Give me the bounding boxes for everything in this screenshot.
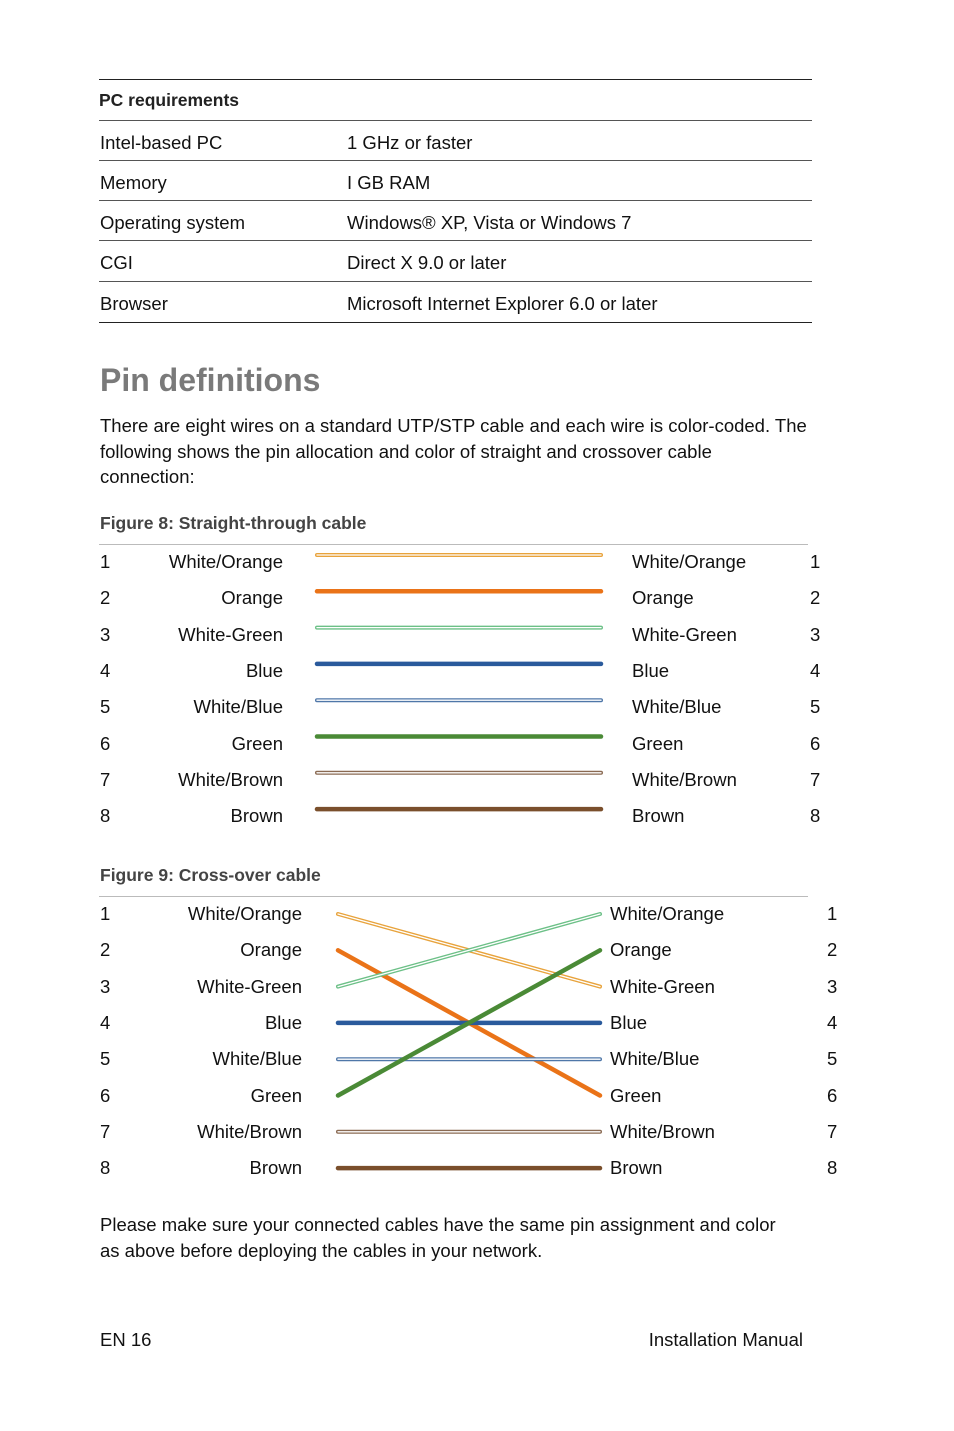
- right-wire-color: White/Orange: [632, 551, 747, 572]
- left-pin-number: 4: [100, 1011, 111, 1033]
- left-pin-number: 1: [100, 903, 111, 924]
- right-wire-color: Orange: [632, 587, 694, 609]
- requirement-value: Windows® XP, Vista or Windows 7: [347, 212, 632, 233]
- left-pin-number: 7: [100, 1120, 111, 1142]
- right-wire-color: Green: [632, 732, 684, 754]
- left-pin-number: 8: [100, 1157, 111, 1179]
- right-wire-color: Orange: [610, 939, 672, 961]
- left-wire-color: Blue: [264, 1011, 302, 1033]
- right-wire-color: Brown: [632, 805, 685, 827]
- left-wire-color: White/Orange: [187, 903, 302, 924]
- left-pin-number: 8: [100, 805, 111, 827]
- right-pin-number: 4: [810, 659, 821, 681]
- requirement-item: CGI: [100, 252, 133, 273]
- right-pin-number: 7: [810, 768, 821, 790]
- right-wire-color: White/Blue: [610, 1048, 700, 1070]
- left-wire-color: White/Brown: [178, 768, 283, 790]
- requirement-value: 1 GHz or faster: [347, 132, 473, 153]
- right-pin-number: 3: [827, 975, 838, 997]
- right-pin-number: 2: [810, 587, 821, 609]
- left-wire-color: Brown: [249, 1157, 302, 1179]
- left-wire-color: Green: [231, 732, 283, 754]
- right-wire-color: White-Green: [610, 975, 715, 997]
- figure-9-caption: Figure 9: Cross-over cable: [100, 865, 321, 885]
- left-wire-color: White-Green: [197, 975, 302, 997]
- right-wire-color: Blue: [632, 659, 670, 681]
- page-number: EN 16: [100, 1329, 152, 1350]
- left-wire-color: Orange: [221, 587, 283, 609]
- left-wire-color: White/Brown: [197, 1120, 302, 1142]
- right-wire-color: White/Brown: [610, 1120, 715, 1142]
- document-title: Installation Manual: [648, 1329, 803, 1350]
- right-pin-number: 6: [827, 1084, 838, 1106]
- right-wire-color: White-Green: [632, 623, 737, 645]
- right-pin-number: 6: [810, 732, 821, 754]
- intro-paragraph: There are eight wires on a standard UTP/STP cable and each wire is color-coded. The following shows the pin allocation and color of straight and crossover cable connection:: [100, 415, 807, 487]
- left-pin-number: 7: [100, 768, 111, 790]
- left-pin-number: 5: [100, 1048, 111, 1070]
- left-wire-color: Blue: [245, 659, 283, 681]
- right-wire-color: Green: [610, 1084, 662, 1106]
- requirement-value: Microsoft Internet Explorer 6.0 or later: [347, 293, 658, 314]
- right-pin-number: 8: [810, 805, 821, 827]
- closing-paragraph: Please make sure your connected cables have the same pin assignment and color as above before deploying the cables in your network.: [100, 1214, 776, 1261]
- left-wire-color: Orange: [240, 939, 302, 961]
- left-pin-number: 2: [100, 939, 111, 961]
- right-pin-number: 1: [810, 551, 821, 572]
- left-pin-number: 3: [100, 975, 111, 997]
- right-wire-color: White/Orange: [610, 903, 725, 924]
- left-pin-number: 3: [100, 623, 111, 645]
- requirement-value: Direct X 9.0 or later: [347, 252, 507, 273]
- left-pin-number: 4: [100, 659, 111, 681]
- left-pin-number: 5: [100, 696, 111, 718]
- right-wire-color: Blue: [610, 1011, 648, 1033]
- right-pin-number: 2: [827, 939, 838, 961]
- table-heading: PC requirements: [99, 90, 240, 110]
- right-wire-color: White/Blue: [632, 696, 722, 718]
- requirement-item: Operating system: [100, 212, 245, 233]
- requirement-value: I GB RAM: [347, 172, 431, 193]
- right-pin-number: 1: [827, 903, 838, 924]
- left-wire-color: White/Blue: [193, 696, 283, 718]
- requirement-item: Memory: [100, 172, 167, 193]
- right-pin-number: 8: [827, 1157, 838, 1179]
- right-wire-color: Brown: [610, 1157, 663, 1179]
- requirement-item: Browser: [100, 293, 168, 314]
- section-title: Pin definitions: [100, 362, 321, 398]
- right-pin-number: 5: [810, 696, 821, 718]
- left-pin-number: 2: [100, 587, 111, 609]
- left-pin-number: 1: [100, 551, 111, 572]
- left-wire-color: White/Blue: [212, 1048, 302, 1070]
- left-wire-color: Green: [250, 1084, 302, 1106]
- left-wire-color: White-Green: [178, 623, 283, 645]
- left-wire-color: Brown: [230, 805, 283, 827]
- right-pin-number: 4: [827, 1011, 838, 1033]
- right-pin-number: 3: [810, 623, 821, 645]
- left-pin-number: 6: [100, 1084, 111, 1106]
- left-wire-color: White/Orange: [168, 551, 283, 572]
- right-wire-color: White/Brown: [632, 768, 737, 790]
- left-pin-number: 6: [100, 732, 111, 754]
- requirement-item: Intel-based PC: [100, 132, 223, 153]
- figure-8-caption: Figure 8: Straight-through cable: [100, 513, 367, 533]
- right-pin-number: 5: [827, 1048, 838, 1070]
- right-pin-number: 7: [827, 1120, 838, 1142]
